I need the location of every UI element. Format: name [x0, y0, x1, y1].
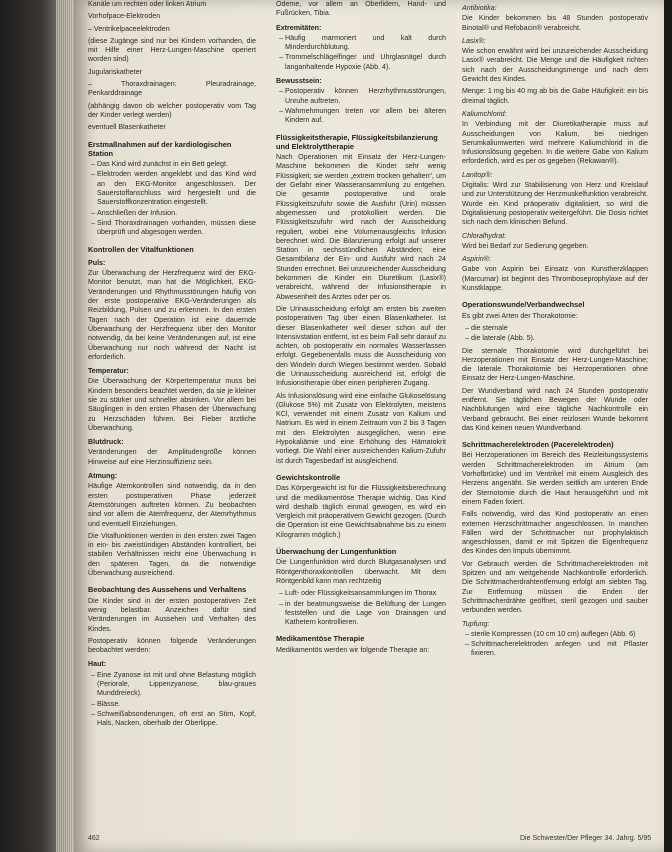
tupfung-list — [462, 630, 648, 659]
paragraph-lasix-dose: Menge: 1 mg bis 40 mg ab bis die Gabe Häufigkeit: ein bis dreimal täglich. — [462, 87, 648, 105]
paragraph-temperatur: Die Überwachung der Körpertemperatur muss bei Kindern besonders beachtet werden, da sie je kleiner sie zu stärker und schneller absinken. Vor allem bei Säuglingen in den ersten Phasen der Überwachung zu Herzschäden führen. Bei Fieber ärztliche Überwachung. — [88, 377, 256, 432]
paragraph-oedeme: Ödeme, vor allem an Oberlidern, Hand- und Fußrücken, Tibia. — [276, 0, 446, 18]
paragraph-blutdruck: Veränderungen der Amplitudengröße können Hinweise auf eine Herzinsuffizienz sein. — [88, 448, 256, 466]
heading-tupfung: Tupfung: — [462, 619, 490, 628]
paragraph-fluessigkeit-2: Die Urinausscheidung erfolgt am ersten bis zweiten postoperativen Tag über einen Blasenkatheter. Ist dieser Blasenkatheter weil dieser schon auf der Intensivstation entfernt, ist es beim Fall sehr darauf zu achten, ob postoperativ ein normales Wasserlassen erfolgt. Gegebenenfalls muss die Ausscheidung von den Windeln durch Wiegen bestimmt werden. Sobald die Urinausscheidung ausreichend ist, erfolgt die Infusionstherapie über einen peripheren Zugang. — [276, 304, 446, 388]
list-item: • Eine Zyanose ist mit und ohne Belastung möglich (Periorale, Lippenzyanose, blau-graues Munddreieck). — [97, 671, 256, 699]
heading-puls: Puls: — [88, 258, 106, 267]
column-3 — [462, 0, 648, 840]
intro-line: – Ventrikelpaceelektroden — [88, 24, 170, 33]
paragraph-antibiotika: Die Kinder bekommen bis 48 Stunden postoperativ Binotal® und Refobacin® verabreicht. — [462, 14, 648, 32]
heading-blutdruck: Blutdruck: — [88, 438, 124, 447]
intro-line: (diese Zugänge sind nur bei Kindern vorhanden, die mit Hilfe einer Herz-Lungen-Maschine operiert worden sind) — [88, 36, 256, 64]
paragraph-beobachtung: Die Kinder sind in der ersten postoperativen Zeit wenig belastbar. Anzeichen dafür sind Veränderungen im Aussehen und Verhalten des Kindes. — [88, 596, 256, 633]
list-item: • die sternale — [471, 324, 648, 333]
heading-temperatur: Temperatur: — [88, 367, 129, 376]
paragraph-schrittmacher-2: Falls notwendig, wird das Kind postoperativ an einen externen Herzschrittmacher angeschlossen. In manchen Fällen wird der Schrittmacher nur prophylaktisch angeschlossen, damit er mit Spitzen die Eigenfrequenz des Kindes den Impuls übernimmt. — [462, 510, 648, 556]
heading-lungenfunktion: Überwachung der Lungenfunktion — [276, 547, 397, 557]
heading-kaliumchlorid: Kaliumchlorid: — [462, 109, 507, 118]
intro-line: – Thoraxdrainagen: Pleuradrainage, Perikarddrainage — [88, 80, 256, 98]
intro-line: Vorhofpace-Elektroden — [88, 12, 161, 21]
heading-atmung: Atmung: — [88, 472, 118, 481]
heading-vitalfunktionen: Kontrollen der Vitalfunktionen — [88, 244, 194, 254]
paragraph-schrittmacher-3: Vor Gebrauch werden die Schrittmacherelektroden mit Spitzen und am weitgehende Nachkontrolle erforderlich. Die Schrittmacherdrahtentfernung erfolgt am siebten Tag. Zur Entfernung müssen die Enden der Schrittmacherdrähte geöffnet, steril gezogen und sauber verbunden werden. — [462, 559, 648, 615]
paragraph-verband: Die sternale Thorakotomie wird durchgeführt bei Herzoperationen mit Einsatz der Herz-Lungen-Maschine; die laterale Thorakotomie bei Herzoperationen ohne Einsatz der Herz-Lungen-Maschine. — [462, 346, 648, 383]
paragraph-chloralhydrat: Wird bei Bedarf zur Sedierung gegeben. — [462, 241, 589, 250]
list-item: • Trommelschlägelfinger und Uhrglasnägel durch langanhaltende Hypoxie (Abb. 4). — [285, 53, 446, 72]
list-item: • sterile Kompressen (10 cm 10 cm) auflegen (Abb. 6) — [471, 630, 648, 639]
bewusstsein-list — [276, 87, 446, 125]
lunge-list — [276, 589, 446, 627]
paragraph-vital-summary: Die Vitalfunktionen werden in den ersten zwei Tagen in ein- bis zweistündigen Abständen kontrolliert, bei stabilen Verhältnissen reicht eine Überwachung in den späteren Tagen, da die notwendige Überwachung ausreichend. — [88, 531, 256, 578]
page-right-shadow — [664, 0, 672, 852]
heading-bewusstsein: Bewusstsein: — [276, 77, 322, 86]
page-stack-edge — [56, 0, 74, 852]
heading-lasix: Lasix®: — [462, 36, 486, 45]
intro-line: Jugulariskatheter — [88, 67, 143, 76]
paragraph-schrittmacher: Bei Herzoperationen im Bereich des Reizleitungssystems werden Schrittmacherelektroden im Atrium (am Vorhofbrücke) und im Ventrikel mit einem Ausgleich des Herzens angenäht. Sie werden seitlich am unteren Ende der Sternotomie durch die Haut herausgeführt und mit einem Faden fixiert. — [462, 451, 648, 506]
list-item: • Luft- oder Flüssigkeitsansammlungen im Thorax — [285, 589, 446, 598]
intro-line: eventuell Blasenkatheter — [88, 123, 166, 132]
thorakotomie-list — [462, 324, 648, 344]
paragraph-beobachtung-2: Postoperativ können folgende Veränderungen beobachtet werden: — [88, 636, 256, 655]
heading-gewichtskontrolle: Gewichtskontrolle — [276, 472, 341, 482]
paragraph-lanitop: Digitalis: Wird zur Stabilisierung von Herz und Kreislauf und zur Unterstützung der Herzmuskelfunktion verabreicht. Wurde ein Kind präoperativ digitalisiert, so wird die Digitalisierung postoperativ weitergeführt. Die Dosis richtet sich nach dem klinischen Befund. — [462, 181, 648, 227]
list-item: • Postoperativ können Herzrhythmusstörungen, Unruhe auftreten. — [285, 87, 446, 106]
intro-line: (abhängig davon ob welcher postoperativ vom Tag der Kinder verlegt werden) — [88, 101, 256, 119]
list-item: • Schrittmacherelektroden anfegen und mit Pflaster fixieren. — [471, 640, 648, 659]
journal-source: Die Schwester/Der Pfleger 34. Jahrg. 5/95 — [520, 835, 652, 842]
heading-aspirin: Aspirin®: — [462, 255, 491, 264]
haut-list — [88, 671, 256, 729]
heading-antibiotika: Antibiotika: — [462, 4, 497, 12]
list-item: • in der beatmungsweise die Belüftung der Lungen feststellen und die Lage von Drainagen und Kathetern kontrollieren. — [285, 600, 446, 628]
heading-fluessigkeitstherapie: Flüssigkeitstherapie, Flüssigkeitsbilanzierung und Elektrolyttherapie — [276, 132, 438, 151]
heading-medikamentoese-therapie: Medikamentöse Therapie — [276, 634, 365, 644]
list-item: • die laterale (Abb. 5). — [471, 334, 648, 343]
paragraph-puls: Zur Überwachung der Herzfrequenz wird der EKG-Monitor benutzt, man hat die Möglichkeit, EKG-Veränderungen und Rhythmusstörungen häufig von der erste postoperative EKG-Veränderungen als Reizbildung, Pulsen und zu erkennen. In den ersten Tagen nach der Operation ist eine dauernde Überwachung der Herzfrequenz über den Monitor notwendig, da bei keine Veränderungen auf, ist eine Überwachung nur noch während der Nacht ist erforderlich. — [88, 269, 256, 361]
paragraph-verband-2: Der Wundverband wird nach 24 Stunden postoperativ entfernt. Sie täglichen Bewegen der Wunde oder Nachblutungen wird eine tägliche Nachkontrolle ein Verband gebraucht. Bei einer reizlosen Wunde bekommt das Kind keinen neuen Wundverband. — [462, 386, 648, 432]
list-item: • Häufig marmoriert und kalt durch Minderdurchblutung. — [285, 34, 446, 53]
list-item: • Blässe. — [97, 700, 256, 709]
paragraph-atmung: Häufige Atemkontrollen sind notwendig, da in den ersten postoperativen Phase jederzeit Atemstörungen auftreten können. Zu beobachten sind vor allem die Atemfrequenz, der Atemrhythmus und eventuell Einziehungen. — [88, 482, 256, 528]
paragraph-fluessigkeit-3: Als Infusionslösung wird eine einfache Glukoselösung (Glukose 5%) mit Zusatz von Elektrolyten, meistens KCl, verwendet mit einem Zusatz von Kalium und Natrium. Es wird in einem Zeitraum von 2 bis 3 Tagen mit den Elektrolyten ausgeglichen, wenn eine Hypokaliämie und eine Erhöhung des Hämatokrit vorliegt. Die Wahl einer ausreichenden Kalium-Zufuhr ist durch Tagesbedarf ist ausgleichend. — [276, 391, 446, 465]
list-item: • Sind Thoraxdrainagen vorhanden, müssen diese überprüft und abgesogen werden. — [97, 219, 256, 238]
list-item: • Elektroden werden angeklebt und das Kind wird an den EKG-Monitor angeschlossen. Der Sauerstoffanschluss wird hergestellt und die Sauerstoffkonzentration eingestellt. — [97, 170, 256, 207]
heading-schrittmacher: Schrittmacherelektroden (Pacerelektroden) — [462, 440, 614, 450]
paragraph-kalium: In Verbindung mit der Diuretikatherapie muss auf Ausscheidungen von Kalium, bei niedrigen Serumkaliumwerten wird mehrere Kaliumchlorid in die Infusionslösung gegeben. In die weitere Gabe von Kalium erforderlich, wird es per os gegeben (Rekawan®). — [462, 120, 648, 166]
paragraph-verband-intro: Es gibt zwei Arten der Thorakotomie: — [462, 311, 578, 320]
list-item: • Schweißabsonderungen, oft erst an Stirn, Kopf, Hals, Nacken, oberhalb der Oberlippe. — [97, 710, 256, 729]
heading-haut: Haut: — [88, 660, 107, 669]
paragraph-medikamente: Medikamentös werden wir folgende Therapie an: — [276, 645, 430, 654]
paragraph-lunge: Die Lungenfunktion wird durch Blutgasanalysen und Röntgenthoraxkontrollen überwacht. Mit dem Röntgenbild kann man rechtzeitig — [276, 558, 446, 585]
heading-verbandwechsel: Operationswunde/Verbandwechsel — [462, 300, 585, 310]
column-2 — [276, 0, 446, 840]
list-item: • Anschließen der Infusion. — [97, 209, 256, 218]
paragraph-gewicht: Das Körpergewicht ist für die Flüssigkeitsberechnung und die medikamentöse Therapie wichtig. Das Kind wird deshalb täglich einmal gewogen, es wird ein Vergleich mit präoperativem Gewicht gezogen. (Durch die Operation ist eine Gewichtsabnahme bis zu einem Kilogramm möglich.) — [276, 484, 446, 539]
list-item: • Das Kind wird zunächst in ein Bett gelegt. — [97, 160, 256, 169]
page-number: 462 — [88, 835, 100, 842]
intro-line: Kanäle um rechten oder linken Atrium — [88, 0, 207, 8]
extremitaeten-list — [276, 34, 446, 72]
paragraph-fluessigkeit: Nach Operationen mit Einsatz der Herz-Lungen-Maschine bekommen die Kinder sehr wenig Flüssigkeit; sie werden „extrem trocken gehalten“, um der Gefahr einer Wasseransammlung zu entgehen. Die gesamte postoperative und orale Flüssigkeitszufuhr sowie die Ausfuhr (Urin) müssen abgemessen und protokolliert werden. Die Flüssigkeitszufuhr wird nach der Ausscheidung reguliert, wobei eine Volumenausgleichs Infusion berechnet wird. Die Bilanzierung erfolgt auf unserer Station in sechsstündlichen Abständen; eine Gesamtbilanz der Ein- und Ausfuhr wird nach 24 Stunden errechnet. Bei unzureichender Ausscheidung bekommen die Kinder ein Diuretikum (Lasix®) verabreicht, während der Infusionstherapie in Abwesenheit des Arztes oder per os. — [276, 153, 446, 301]
list-item: • Wahrnehmungen treten vor allem bei älteren Kindern auf. — [285, 107, 446, 126]
paragraph-aspirin: Gabe von Aspirin bei Einsatz von Kunstherzklappen (Marcumar) ist beginnt des Thromboseprophylaxe auf der Kunstklappe. — [462, 265, 648, 293]
erstmassnahmen-list — [88, 160, 256, 237]
paragraph-lasix: Wie schon erwähnt wird bei unzureichender Ausscheidung Lasix® verabreicht. Die Menge und die Häufigkeit richten sich nach der Ausscheidungsmenge und nach dem Gewicht des Kindes. — [462, 47, 648, 84]
heading-lanitop: Lanitop®: — [462, 170, 493, 179]
heading-erstmassnahmen: Erstmaßnahmen auf der kardiologischen Station — [88, 139, 232, 158]
intro-list — [88, 0, 256, 133]
heading-beobachtung: Beobachtung des Aussehens und Verhaltens — [88, 585, 247, 595]
heading-extremitaeten: Extremitäten: — [276, 23, 322, 32]
column-1 — [88, 0, 256, 840]
heading-chloralhydrat: Chloralhydrat: — [462, 231, 507, 240]
